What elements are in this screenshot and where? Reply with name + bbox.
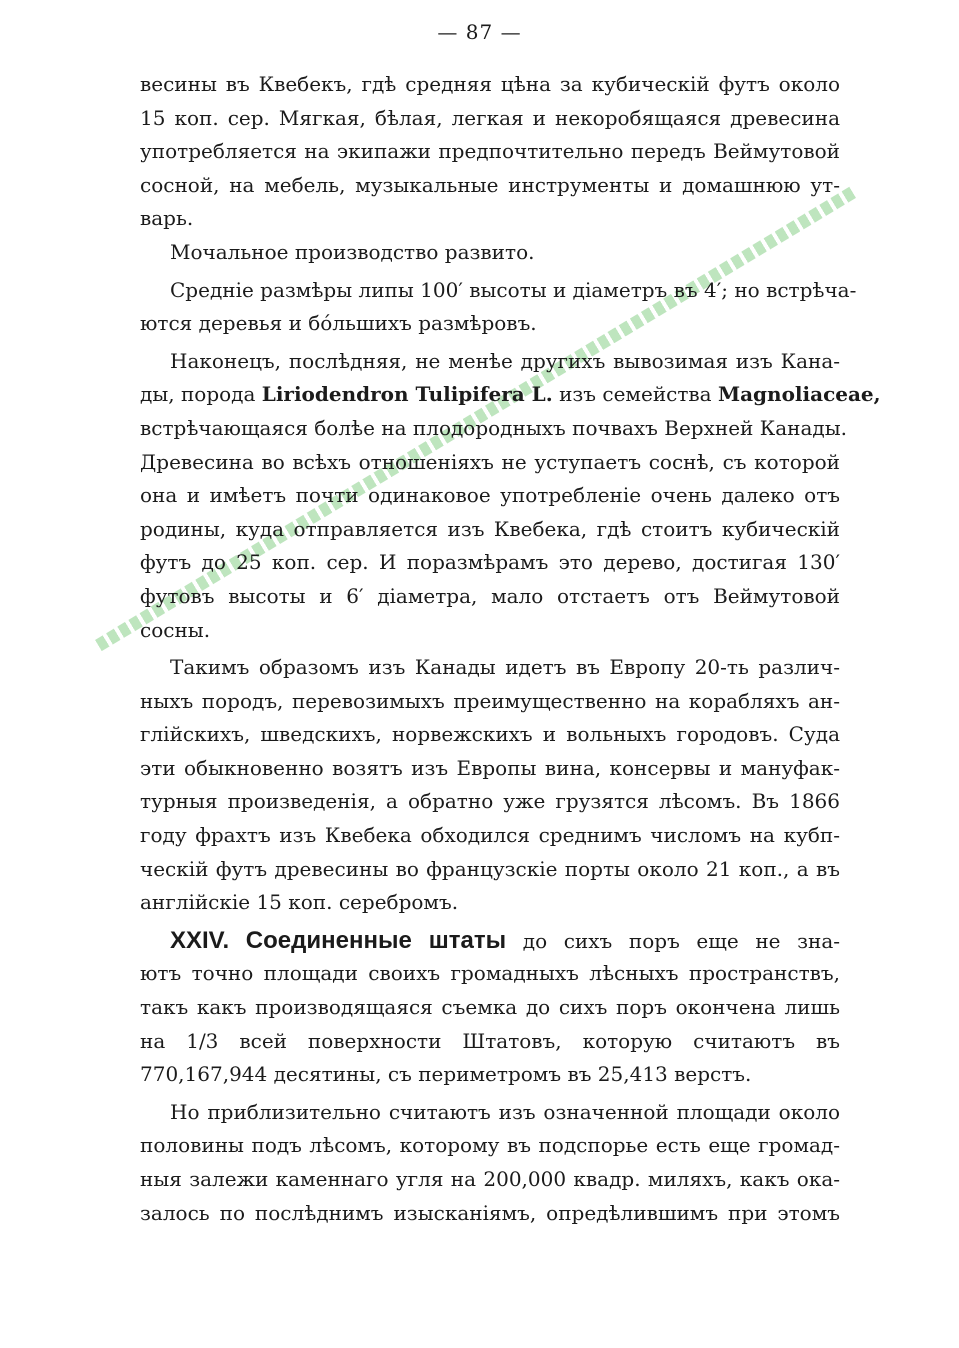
text-line: турныя произведенія, а обратно уже грузятся лѣсомъ. Въ 1866 bbox=[140, 789, 840, 814]
text-line: употребляется на экипажи предпочтительно передъ Веймутовой bbox=[140, 139, 840, 164]
text-line: сосной, на мебель, музыкальные инструменты и домашнюю ут- bbox=[140, 172, 840, 197]
text-line: футъ до 25 коп. сер. И поразмѣрамъ это дерево, достигая 130′ bbox=[140, 550, 840, 575]
text-line: такъ какъ производящаяся съемка до сихъ поръ окончена лишь bbox=[140, 995, 840, 1020]
text-line: 770,167,944 десятины, съ периметромъ въ 25,413 верстъ. bbox=[140, 1062, 752, 1087]
section-number: XXIV. bbox=[170, 926, 230, 954]
text-line: году фрахтъ изъ Квебека обходился среднимъ числомъ на кубп- bbox=[140, 823, 840, 848]
botanical-name: Liriodendron Tulipifera L. bbox=[261, 382, 553, 407]
text-line: Средніе размѣры липы 100′ высоты и діаметръ въ 4′; но встрѣча- bbox=[170, 277, 857, 302]
section-title: Соединенные штаты bbox=[245, 926, 507, 954]
text-line: она и имѣетъ почти одинаковое употребленіе очень далеко отъ bbox=[140, 483, 840, 508]
text-fragment: всей поверхности Штатовъ, которую считаютъ въ bbox=[239, 1028, 841, 1053]
text-line: 15 коп. сер. Мягкая, бѣлая, легкая и некоробящаяся древесина bbox=[140, 105, 840, 130]
text-line: глійскихъ, шведскихъ, норвежскихъ и вольныхъ городовъ. Суда bbox=[140, 722, 840, 747]
section-heading-line bbox=[140, 924, 840, 958]
text-line: Но приблизительно считаютъ изъ означенной площади около bbox=[170, 1099, 840, 1124]
text-line: эти обыкновенно возятъ изъ Европы вина, консервы и мануфак- bbox=[140, 755, 840, 780]
family-name: Magnoliaceae, bbox=[717, 382, 881, 407]
text-line: Наконецъ, послѣдняя, не менѣе другихъ вывозимая изъ Кана- bbox=[170, 348, 840, 373]
text-line: родины, куда отправляется изъ Квебека, гдѣ стоитъ кубическій bbox=[140, 516, 840, 541]
text-line: встрѣчающаяся болѣе на плодородныхъ почвахъ Верхней Канады. bbox=[140, 415, 847, 440]
text-fragment: ды, порода bbox=[140, 382, 256, 407]
text-line: англійскіе 15 коп. серебромъ. bbox=[140, 890, 459, 915]
text-line: залось по послѣднимъ изысканіямъ, опредѣлившимъ при этомъ bbox=[140, 1200, 840, 1225]
text-line bbox=[140, 378, 881, 412]
text-fragment: до сихъ поръ еще не зна- bbox=[522, 928, 841, 953]
text-line: футовъ высоты и 6′ діаметра, мало отстаетъ отъ Веймутовой bbox=[140, 583, 840, 608]
text-line: Древесина во всѣхъ отношеніяхъ не уступаетъ соснѣ, съ которой bbox=[140, 449, 840, 474]
text-fragment: на bbox=[140, 1028, 166, 1053]
text-line: ныя залежи каменнаго угля на 200,000 квадр. миляхъ, какъ ока- bbox=[140, 1167, 840, 1191]
text-fragment: изъ семейства bbox=[559, 382, 712, 407]
text-line: ныхъ породъ, перевозимыхъ преимущественно на корабляхъ ан- bbox=[140, 688, 840, 713]
page-number: — 87 — bbox=[437, 20, 522, 44]
text-line: половины подъ лѣсомъ, которому въ подспорье есть еще громад- bbox=[140, 1133, 840, 1158]
text-line: ются деревья и бóльшихъ размѣровъ. bbox=[140, 311, 537, 336]
text-line: варь. bbox=[140, 206, 194, 231]
text-line: Мочальное производство развито. bbox=[170, 239, 535, 264]
text-line: сосны. bbox=[140, 617, 211, 642]
body-text bbox=[140, 68, 881, 1230]
text-line: ютъ точно площади своихъ громадныхъ лѣсныхъ пространствъ, bbox=[140, 961, 840, 986]
text-line bbox=[140, 1025, 840, 1059]
fraction: 1/3 bbox=[186, 1028, 219, 1053]
text-line: Такимъ образомъ изъ Канады идетъ въ Европу 20-ть различ- bbox=[170, 655, 840, 680]
text-line: ческій футъ древесины во французскіе порты около 21 коп., а въ bbox=[140, 856, 840, 881]
text-line: весины въ Квебекъ, гдѣ средняя цѣна за кубическій футъ около bbox=[140, 72, 840, 96]
